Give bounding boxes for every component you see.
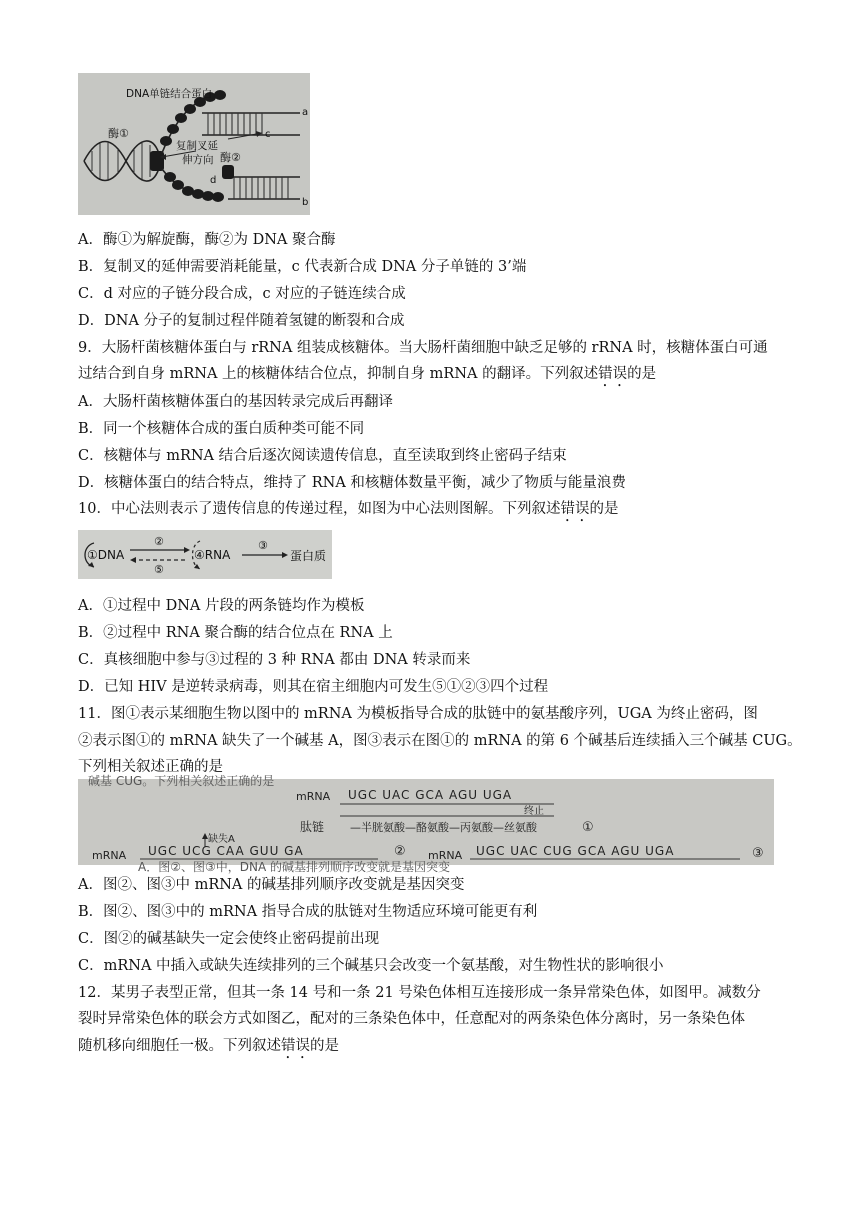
q11-option-c2: C．mRNA 中插入或缺失连续排列的三个碱基只会改变一个氨基酸，对生物性状的影响很小 — [78, 958, 664, 974]
q10-emphasis-word: 错误 — [560, 501, 590, 517]
rna-node: ④RNA — [194, 548, 231, 562]
q9-stem-line2 — [78, 362, 656, 390]
central-dogma-diagram — [78, 530, 332, 579]
cropped-top-text: 碱基 CUG。下列相关叙述正确的是 — [88, 774, 275, 788]
q11-option-b: B．图②、图③中的 mRNA 指导合成的肽链对生物适应环境可能更有利 — [78, 904, 538, 920]
dna-replication-figure — [78, 73, 310, 215]
q11-stem-line2: ②表示图①的 mRNA 缺失了一个碱基 A，图③表示在图①的 mRNA 的第 6 个碱基后连续插入三个碱基 CUG。 — [78, 733, 802, 749]
label-transcription: ② — [154, 535, 164, 548]
q12-stem-line1: 12．某男子表型正常，但其一条 14 号和一条 21 号染色体相互连接形成一条异常染色体，如图甲。减数分 — [78, 985, 761, 1001]
q8-option-c: C．d 对应的子链分段合成，c 对应的子链连续合成 — [78, 286, 406, 302]
mrna3-sequence: UGC UAC CUG GCA AGU UGA — [476, 844, 675, 858]
mrna1-sequence: UGC UAC GCA AGU UGA — [348, 788, 513, 802]
mrna2-label: mRNA — [92, 849, 127, 862]
fork-label-line2: 伸方向 — [182, 154, 214, 166]
q10-option-b: B．②过程中 RNA 聚合酶的结合位点在 RNA 上 — [78, 625, 393, 641]
label-a: a — [302, 107, 309, 118]
label-b: b — [302, 197, 309, 208]
q9-option-b: B．同一个核糖体合成的蛋白质种类可能不同 — [78, 421, 365, 437]
q9-stem-pre: 过结合到自身 mRNA 上的核糖体结合位点，抑制自身 mRNA 的翻译。下列叙述 — [78, 366, 599, 382]
q12-emphasis-word: 错误 — [281, 1038, 310, 1054]
cropped-bottom-text: A．图②、图③中，DNA 的碱基排列顺序改变就是基因突变 — [138, 860, 450, 874]
q9-option-a: A．大肠杆菌核糖体蛋白的基因转录完成后再翻译 — [78, 394, 393, 410]
protein-node: 蛋白质 — [290, 549, 327, 563]
q10-stem — [78, 497, 618, 525]
stop-label: 终止 — [524, 806, 544, 817]
q12-stem-pre: 随机移向细胞任一极。下列叙述 — [78, 1038, 281, 1054]
label-d: d — [210, 175, 217, 186]
q12-stem-post: 的是 — [310, 1038, 339, 1054]
replication-fork-diagram — [78, 73, 310, 215]
central-dogma-figure — [78, 530, 332, 579]
label-c: c — [265, 129, 271, 140]
label-translation: ③ — [258, 539, 268, 552]
deletion-label: 缺失A — [208, 834, 235, 845]
q12-stem-line3 — [78, 1034, 339, 1062]
q10-stem-pre: 10．中心法则表示了遗传信息的传递过程，如图为中心法则图解。下列叙述 — [78, 501, 561, 517]
figure-label-3: ③ — [752, 846, 764, 861]
q8-option-a: A．酶①为解旋酶，酶②为 DNA 聚合酶 — [78, 232, 336, 248]
q11-option-a: A．图②、图③中 mRNA 的碱基排列顺序改变就是基因突变 — [78, 877, 465, 893]
mrna-sequence-diagram — [78, 774, 774, 874]
mrna3-label: mRNA — [428, 849, 463, 862]
fork-label-line1: 复制叉延 — [176, 140, 218, 152]
mrna2-sequence: UGC UCG CAA GUU GA — [148, 844, 304, 858]
enzyme2-label: 酶② — [220, 151, 241, 164]
enzyme1-label: 酶① — [108, 127, 129, 140]
figure-label-1: ① — [582, 820, 594, 835]
dna-node: ①DNA — [87, 548, 125, 562]
q12-stem-line2: 裂时异常染色体的联会方式如图乙，配对的三条染色体中，任意配对的两条染色体分离时，另一条染色体 — [78, 1011, 745, 1027]
q9-option-c: C．核糖体与 mRNA 结合后逐次阅读遗传信息，直至读取到终止密码子结束 — [78, 448, 567, 464]
q11-option-c: C．图②的碱基缺失一定会使终止密码提前出现 — [78, 931, 380, 947]
mrna-mutation-figure — [78, 774, 774, 874]
peptide-sequence: —半胱氨酸—酪氨酸—丙氨酸—丝氨酸 — [350, 821, 537, 834]
figure-label-2: ② — [394, 844, 406, 859]
peptide-label: 肽链 — [300, 820, 325, 834]
q10-stem-post: 的是 — [589, 501, 619, 517]
q8-option-d: D．DNA 分子的复制过程伴随着氢键的断裂和合成 — [78, 313, 405, 329]
q9-stem-post: 的是 — [627, 366, 657, 382]
mrna1-label: mRNA — [296, 790, 331, 803]
q10-option-a: A．①过程中 DNA 片段的两条链均作为模板 — [78, 598, 365, 614]
q10-option-d: D．已知 HIV 是逆转录病毒，则其在宿主细胞内可发生⑤①②③四个过程 — [78, 679, 549, 695]
label-reverse-transcription: ⑤ — [154, 563, 164, 576]
q10-option-c: C．真核细胞中参与③过程的 3 种 RNA 都由 DNA 转录而来 — [78, 652, 471, 668]
q8-option-b: B．复制叉的延伸需要消耗能量，c 代表新合成 DNA 分子单链的 3’端 — [78, 259, 527, 275]
q9-option-d: D．核糖体蛋白的结合特点，维持了 RNA 和核糖体数量平衡，减少了物质与能量浪费 — [78, 475, 626, 491]
q9-stem-line1: 9．大肠杆菌核糖体蛋白与 rRNA 组装成核糖体。当大肠杆菌细胞中缺乏足够的 rRNA 时，核糖体蛋白可通 — [78, 340, 768, 356]
q11-stem-line3: 下列相关叙述正确的是 — [78, 759, 223, 775]
binding-protein-label: DNA单链结合蛋白 — [126, 88, 213, 100]
q11-stem-line1: 11．图①表示某细胞生物以图中的 mRNA 为模板指导合成的肽链中的氨基酸序列，UGA 为终止密码，图 — [78, 706, 758, 722]
q9-emphasis-word: 错误 — [598, 366, 628, 382]
